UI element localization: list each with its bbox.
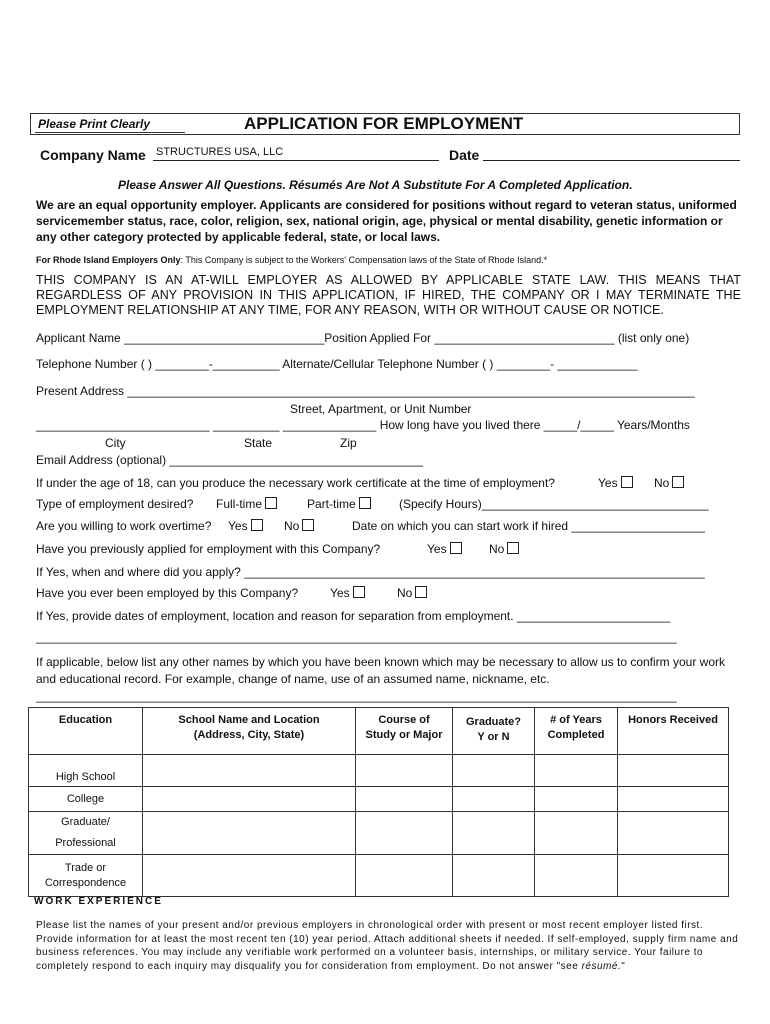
at-will-statement: THIS COMPANY IS AN AT-WILL EMPLOYER AS ALLOWED BY APPLICABLE STATE LAW. THIS MEANS THAT REGARDLESS OF ANY PROVISION IN THIS APPLICATION, IF HIRED, THE COMPANY OR I MAY TERMINATE THE EMPLOYMENT RELATIONSHIP AT ANY TIME, FOR ANY REASON, WITH OR WITHOUT CAUSE OR NOTICE. [36,273,741,317]
other-names-line[interactable]: ________________________________________________________________________________________________ [36,689,677,703]
dates-reason-field[interactable]: If Yes, provide dates of employment, location and reason for separation from employment. _______________________ [36,609,671,623]
table-cell[interactable] [143,812,356,855]
table-cell[interactable] [535,812,618,855]
company-name-line [153,160,439,161]
graduate-professional-label: Graduate/ Professional [29,812,143,855]
table-cell[interactable] [356,855,453,897]
table-cell[interactable] [143,855,356,897]
table-cell[interactable] [535,855,618,897]
checkbox-icon[interactable] [265,497,277,509]
rhode-island-text: : This Company is subject to the Workers' Compensation laws of the State of Rhode Island.* [180,255,548,265]
table-cell[interactable] [356,787,453,812]
work-experience-title: WORK EXPERIENCE [34,896,163,907]
education-table [28,707,729,897]
company-name-value[interactable]: STRUCTURES USA, LLC [156,146,284,158]
overtime-no[interactable]: No [284,519,314,533]
checkbox-icon[interactable] [450,542,462,554]
high-school-label: High School [29,755,143,787]
checkbox-icon[interactable] [672,476,684,488]
under-18-yes[interactable]: Yes [598,476,633,490]
employed-before-question: Have you ever been employed by this Company? [36,586,299,600]
under-18-question: If under the age of 18, can you produce the necessary work certificate at the time of employment? [36,476,555,490]
work-experience-text: Please list the names of your present and/or previous employers in chronological order with present or most recent employer listed first. Provide information for at least the most recent ten (10) year period. Attach additional sheets if needed. If self-employed, supply firm name and business references. You may include any verifiable work performed on a volunteer basis, internships, or military service. Your failure to completely respond to each inquiry may disqualify you for consideration from employment. Do not answer "see résumé." [36,920,739,972]
date-label: Date [449,147,480,163]
honors-header: Honors Received [618,708,729,755]
other-names-question: If applicable, below list any other names by which you have been known which may be necessary to allow us to confirm your work and educational record. For example, change of name, use of an assumed name, nickname, etc. [36,655,726,686]
table-cell[interactable] [453,755,535,787]
applied-before-no[interactable]: No [489,542,519,556]
checkbox-icon[interactable] [302,519,314,531]
instructions: Please Answer All Questions. Résumés Are Not A Substitute For A Completed Application. [118,178,633,192]
education-header: Education [29,708,143,755]
education-header-row [29,708,729,755]
zip-caption: Zip [340,436,357,450]
applicant-name-row[interactable]: Applicant Name ______________________________Position Applied For ___________________________ (list only one) [36,331,690,345]
header-box [30,113,740,135]
checkbox-icon[interactable] [251,519,263,531]
table-cell[interactable] [453,855,535,897]
table-row[interactable] [29,812,729,855]
city-caption: City [105,436,126,450]
email-row[interactable]: Email Address (optional) ______________________________________ [36,453,423,467]
specify-hours-field[interactable]: (Specify Hours)__________________________________ [399,497,709,511]
table-cell[interactable] [143,787,356,812]
state-caption: State [244,436,273,450]
table-cell[interactable] [453,787,535,812]
present-address-row[interactable]: Present Address _____________________________________________________________________________________ [36,384,695,398]
table-cell[interactable] [618,855,729,897]
applied-before-question: Have you previously applied for employment with this Company? [36,542,381,556]
table-cell[interactable] [618,755,729,787]
employed-before-yes[interactable]: Yes [330,586,365,600]
table-cell[interactable] [356,812,453,855]
table-row[interactable] [29,855,729,897]
trade-correspondence-label: Trade or Correspondence [29,855,143,897]
checkbox-icon[interactable] [415,586,427,598]
table-cell[interactable] [143,755,356,787]
course-header: Course of Study or Major [356,708,453,755]
employment-type-question: Type of employment desired? [36,497,194,511]
date-field[interactable] [483,160,740,161]
checkbox-icon[interactable] [621,476,633,488]
eeo-statement: We are an equal opportunity employer. Applicants are considered for positions without regard to veteran status, uniformed servicemember status, race, color, religion, sex, national origin, age, physical or mental disability, genetic information or any other category protected by applicable federal, state, or local laws. [36,198,737,244]
table-cell[interactable] [356,755,453,787]
school-header: School Name and Location (Address, City, State) [143,708,356,755]
part-time-option[interactable]: Part-time [307,497,371,511]
table-cell[interactable] [618,787,729,812]
print-clearly-underline [35,132,185,133]
checkbox-icon[interactable] [359,497,371,509]
table-cell[interactable] [535,755,618,787]
rhode-island-note [36,252,547,266]
street-caption: Street, Apartment, or Unit Number [290,402,472,416]
checkbox-icon[interactable] [507,542,519,554]
overtime-question: Are you willing to work overtime? [36,519,212,533]
full-time-option[interactable]: Full-time [216,497,277,511]
table-cell[interactable] [618,812,729,855]
checkbox-icon[interactable] [353,586,365,598]
table-row[interactable] [29,787,729,812]
table-cell[interactable] [535,787,618,812]
employed-before-no[interactable]: No [397,586,427,600]
table-cell[interactable] [453,812,535,855]
overtime-yes[interactable]: Yes [228,519,263,533]
college-label: College [29,787,143,812]
telephone-row[interactable]: Telephone Number ( ) ________-__________ Alternate/Cellular Telephone Number ( ) ________- ____________ [36,357,638,371]
table-row[interactable] [29,755,729,787]
years-header: # of Years Completed [535,708,618,755]
start-date-field[interactable]: Date on which you can start work if hired ____________________ [352,519,705,533]
graduate-header: Graduate? Y or N [453,708,535,755]
when-where-field[interactable]: If Yes, when and where did you apply? _____________________________________________________________________ [36,565,705,579]
address-line-2[interactable]: __________________________ __________ ______________ How long have you lived there _____/_____ Years/Months [36,418,690,432]
rhode-island-label: For Rhode Island Employers Only [36,255,181,265]
applied-before-yes[interactable]: Yes [427,542,462,556]
print-clearly-label: Please Print Clearly [38,117,151,131]
company-name-label: Company Name [40,147,146,163]
dates-reason-line[interactable]: ________________________________________________________________________________________________ [36,630,677,644]
form-title: APPLICATION FOR EMPLOYMENT [244,114,524,133]
under-18-no[interactable]: No [654,476,684,490]
